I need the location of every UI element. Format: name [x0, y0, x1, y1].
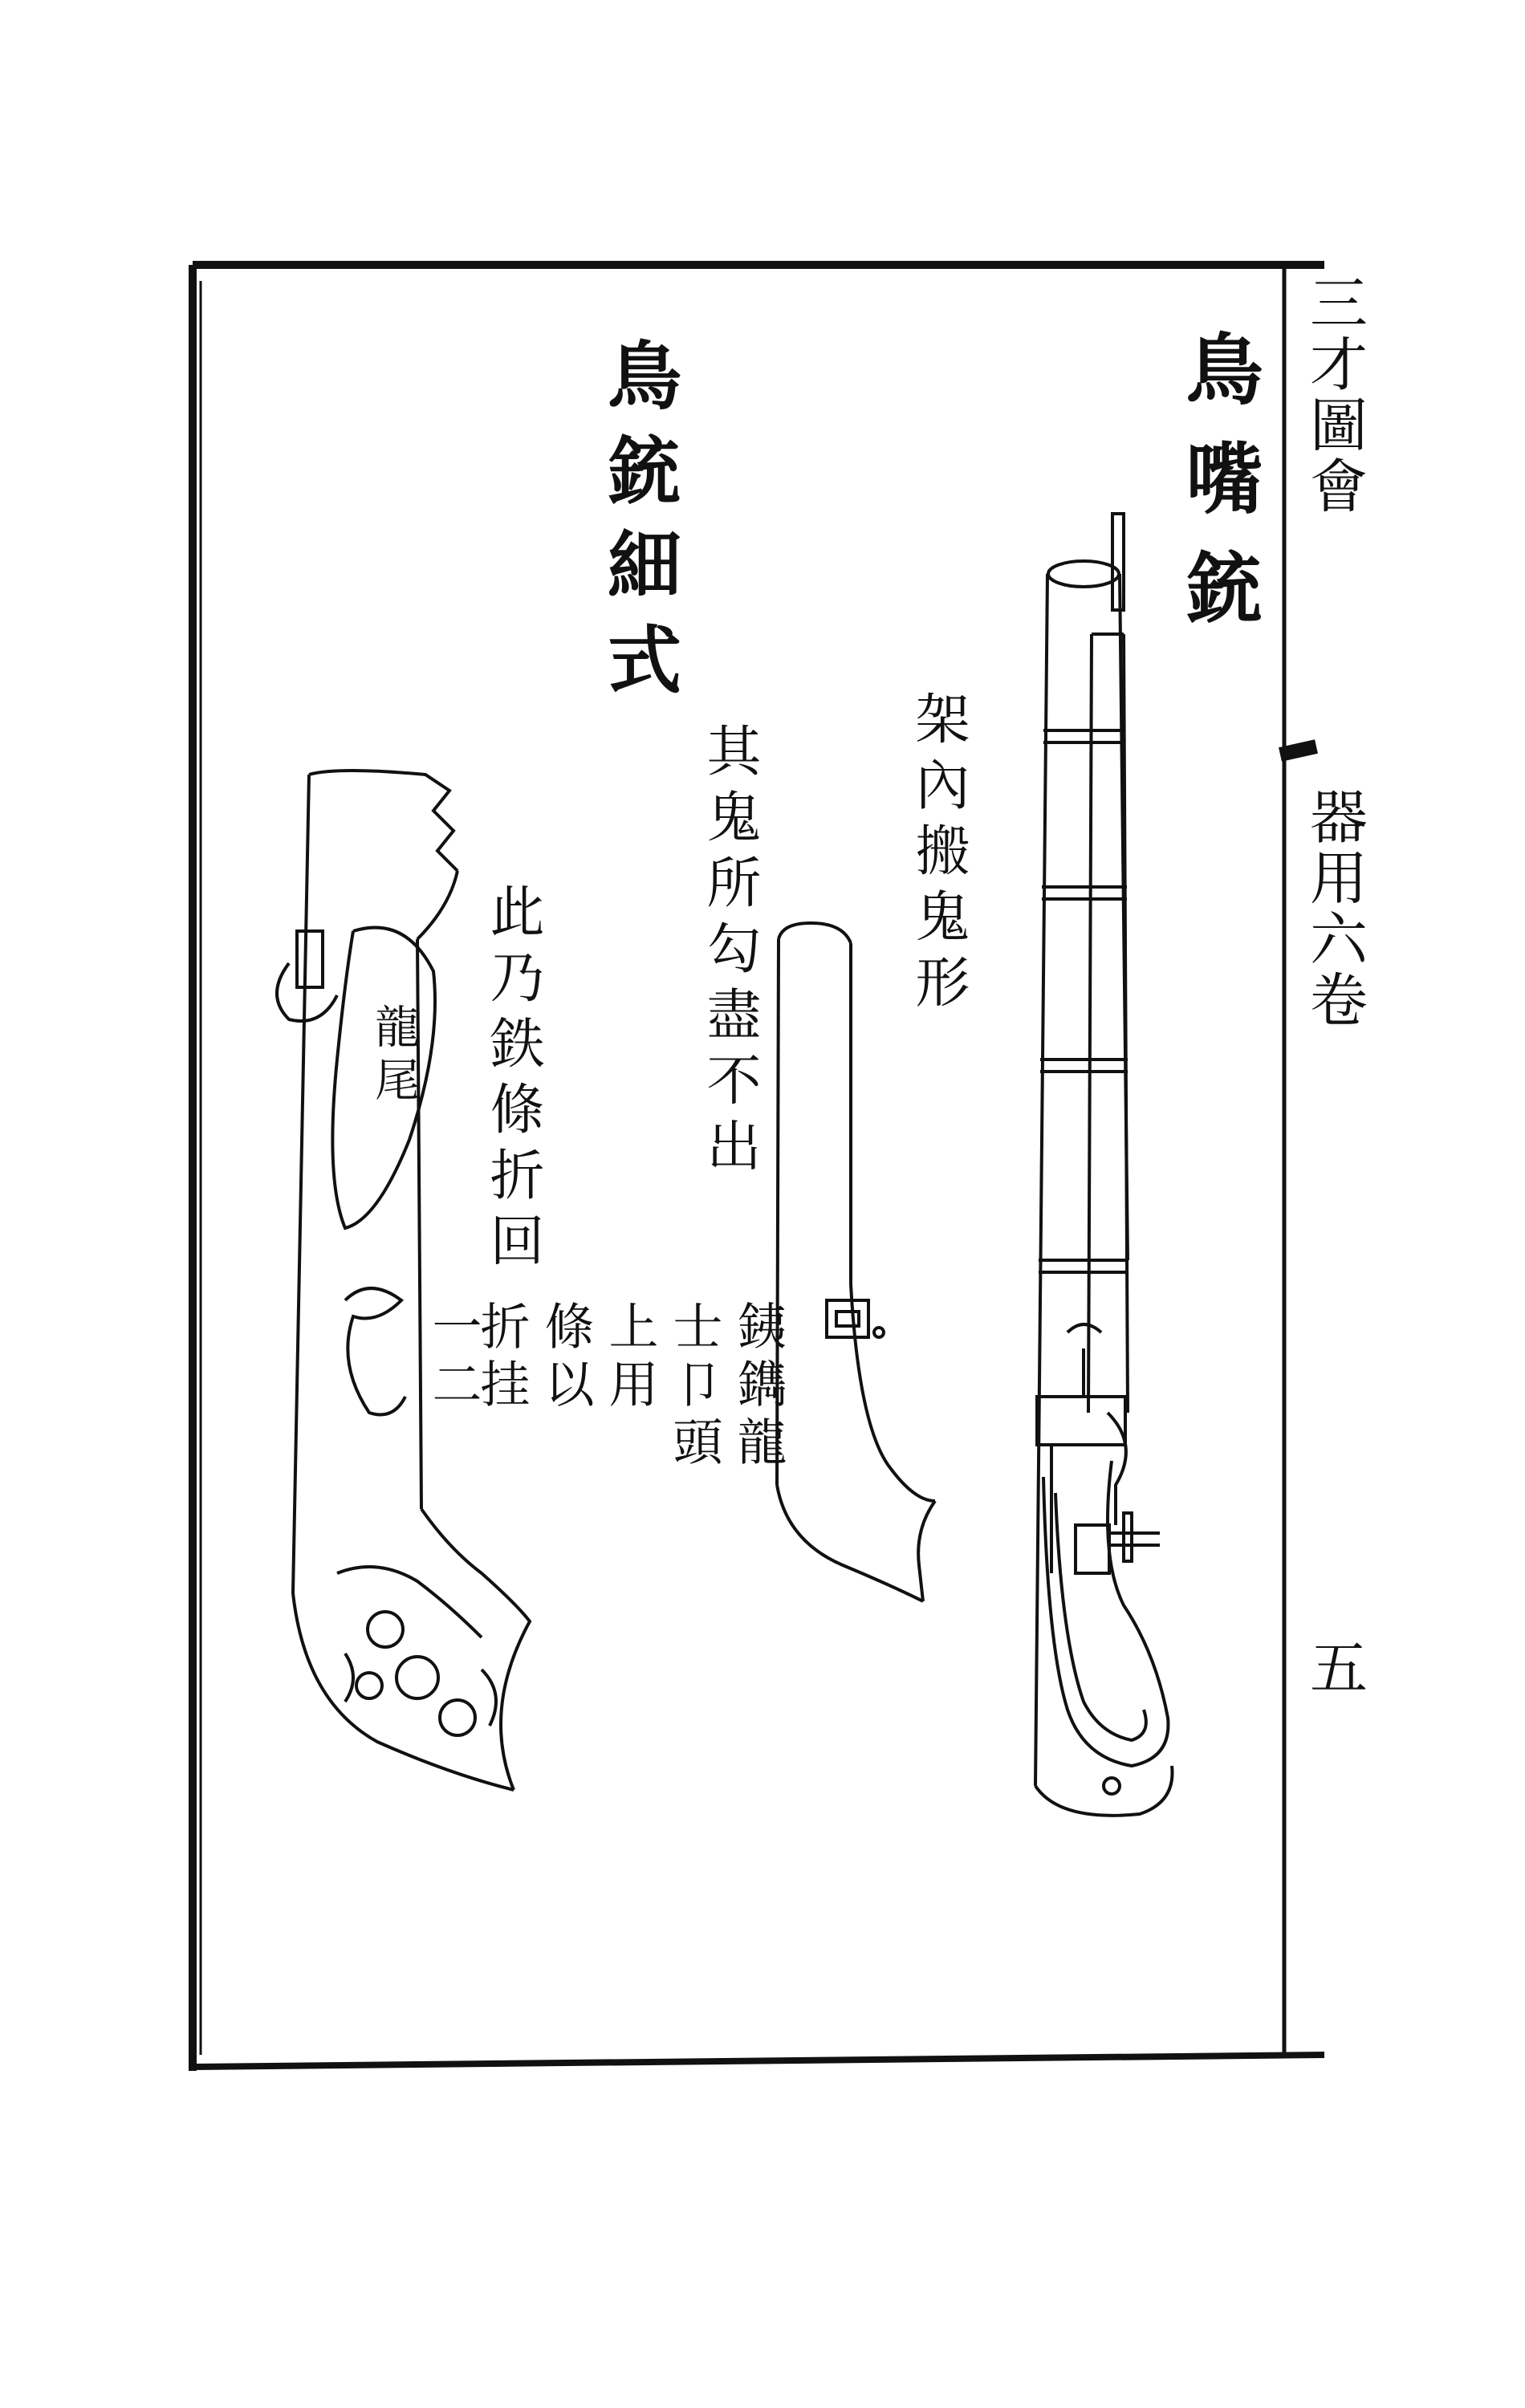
margin-book-title: 三才圖會 — [1300, 273, 1368, 517]
margin-page-number: 五 — [1300, 1637, 1368, 1698]
note-stock-tail: 龍尾 — [368, 1003, 420, 1109]
note-hammer-detail: 其鬼所勾盡不出 — [697, 722, 761, 1183]
musket-drawing — [1035, 514, 1173, 1816]
note-hammer-side: 折挂 — [472, 1300, 531, 1416]
note-hammer-side: 一二 — [424, 1300, 482, 1416]
note-stock-inner: 此乃鉄條折回 — [481, 883, 544, 1278]
margin-chapter: 器用六卷 — [1300, 787, 1368, 1031]
note-frame-inner: 架內搬鬼形 — [906, 690, 970, 1019]
note-hammer-side: 銕鐫龍 — [729, 1300, 787, 1474]
note-hammer-side: 條以 — [536, 1300, 595, 1416]
page-title: 鳥嘴銃 — [1173, 329, 1264, 657]
note-hammer-side: 上用 — [600, 1300, 659, 1416]
note-hammer-side: 士卩頭 — [665, 1300, 723, 1474]
detail-title: 鳥銃細式 — [596, 337, 682, 716]
